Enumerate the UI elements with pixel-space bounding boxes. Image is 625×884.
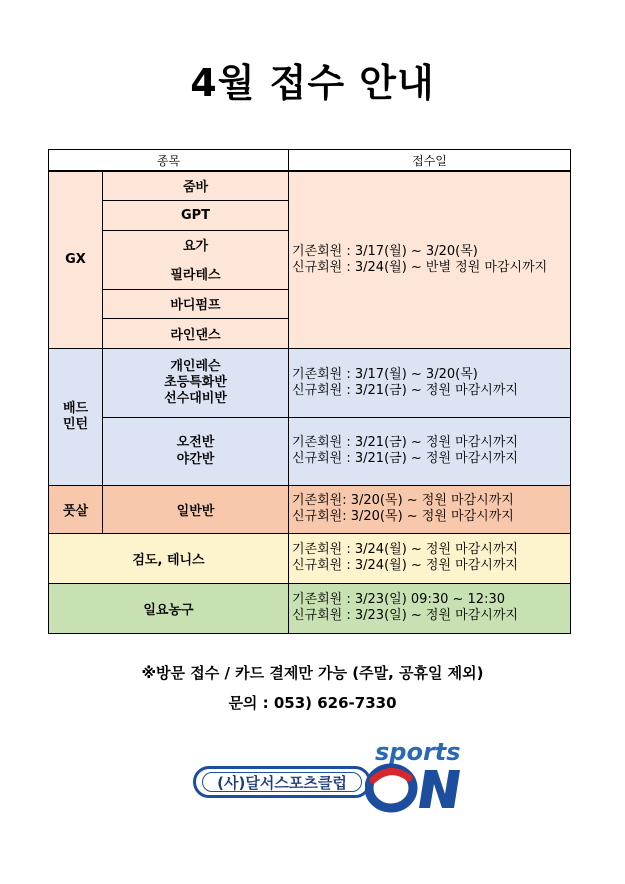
page-title: 4월 접수 안내	[190, 61, 435, 105]
table-header-row	[49, 150, 571, 172]
program-cell: 줌바	[103, 171, 289, 200]
category-gx: GX	[49, 171, 103, 348]
schedule-kendo	[289, 533, 571, 583]
schedule-line: 기존회원: 3/20(목) ~ 정원 마감시까지	[292, 493, 514, 508]
schedule-line: 신규회원 : 3/23(일) ~ 정원 마감시까지	[292, 608, 518, 623]
schedule-line: 기존회원 : 3/21(금) ~ 정원 마감시까지	[292, 435, 518, 450]
logo-on-icon	[365, 760, 465, 814]
schedule-line: 신규회원 : 3/24(월) ~ 반별 정원 마감시까지	[292, 259, 548, 275]
registration-note: ※방문 접수 / 카드 결제만 가능 (주말, 공휴일 제외)	[141, 664, 484, 682]
program-line: 야간반	[176, 452, 215, 467]
logo-sports-text: sports	[375, 738, 461, 766]
table-row	[49, 583, 571, 633]
schedule-line: 신규회원 : 3/21(금) ~ 정원 마감시까지	[292, 451, 518, 466]
schedule-line: 기존회원 : 3/17(월) ~ 3/20(목)	[292, 366, 478, 382]
schedule-badminton-2	[289, 417, 571, 485]
program-line: 개인레슨	[170, 358, 221, 374]
schedule-line: 기존회원 : 3/23(일) 09:30 ~ 12:30	[292, 592, 505, 607]
table-row	[49, 348, 571, 417]
program-cell: 일요농구	[49, 583, 289, 633]
header-category: 종목	[49, 150, 289, 172]
schedule-line: 신규회원 : 3/24(월) ~ 정원 마감시까지	[292, 558, 518, 573]
schedule-table	[48, 149, 571, 634]
program-line: 초등특화반	[164, 374, 227, 390]
header-schedule: 접수일	[289, 150, 571, 172]
program-cell: 일반반	[103, 485, 289, 533]
program-line: 오전반	[176, 435, 215, 450]
program-cell: 요가	[103, 230, 289, 259]
schedule-line: 신규회원: 3/20(목) ~ 정원 마감시까지	[292, 509, 514, 524]
schedule-basketball	[289, 583, 571, 633]
schedule-line: 기존회원 : 3/17(월) ~ 3/20(목)	[292, 243, 478, 259]
category-badminton: 배드 민턴	[49, 348, 103, 485]
schedule-badminton-1	[289, 348, 571, 417]
schedule-futsal	[289, 485, 571, 533]
schedule-line: 신규회원 : 3/21(금) ~ 정원 마감시까지	[292, 382, 518, 398]
program-cell: GPT	[103, 200, 289, 230]
schedule-gx	[289, 171, 571, 348]
program-cell	[103, 417, 289, 485]
contact-info: 문의 : 053) 626-7330	[228, 694, 397, 712]
logo-club-name: (사)달서스포츠클럽	[193, 766, 371, 798]
program-cell: 검도, 테니스	[49, 533, 289, 583]
program-cell: 라인댄스	[103, 318, 289, 348]
program-cell: 필라테스	[103, 259, 289, 289]
program-line: 선수대비반	[164, 390, 227, 406]
program-cell	[103, 348, 289, 417]
table-row	[49, 171, 571, 200]
table-row	[49, 533, 571, 583]
category-futsal: 풋살	[49, 485, 103, 533]
table-row	[49, 485, 571, 533]
schedule-line: 기존회원 : 3/24(월) ~ 정원 마감시까지	[292, 542, 518, 557]
program-cell: 바디펌프	[103, 289, 289, 318]
club-logo	[193, 738, 473, 814]
table-row	[49, 417, 571, 485]
